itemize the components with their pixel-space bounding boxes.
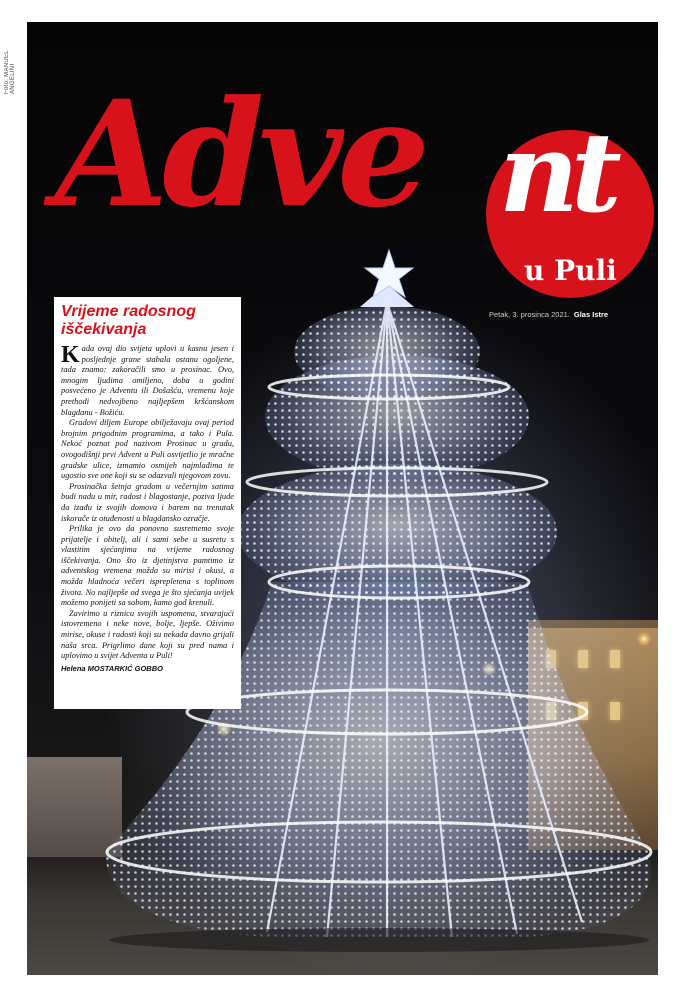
masthead-subtitle: u Puli — [524, 254, 617, 287]
article-headline: Vrijeme radosnog iščekivanja — [61, 303, 196, 338]
publication-name: Glas Istre — [573, 310, 609, 319]
article-byline: Helena MOSTARKIĆ GOBBO — [61, 663, 163, 673]
article-paragraph: Gradovi diljem Europe obilježavaju ovaj period brojnim prigodnim programima, a tako i Pula. Nekoć poznat pod nazivom Prosinac u gradu, ovogodišnji prvi Advent u Puli osvijetlio je mračne gradske ulice, izmamio osmijeh najmlađima te ugostio sve one koji su se odazvali njegovom zovu. — [61, 418, 234, 481]
article-paragraph: Zavirimo u riznicu svojih uspomena, stvarajući istovremeno i neke nove, bolje, ljepše. Oživimo mirise, okuse i radosti koji su nekada davno grijali naša srca. Prigrlimo dane koji su pred nama i uplovimo u svijet Adventa u Puli! — [61, 608, 234, 661]
article-paragraph: Prosinačka šetnja gradom u večernjim satima budi nadu u mir, radost i blagostanje, poziva ljude da izađu iz svojih domova i barem na trenutak iskorače iz otuđenosti u blagdansko ozračje. — [61, 481, 234, 523]
masthead-disc-letters: nt — [499, 108, 614, 237]
tree-base-shadow — [109, 928, 649, 952]
editorial-article — [54, 297, 241, 709]
article-paragraph: Prilika je ovo da ponovno susretnemo svoje prijatelje i obitelj, ali i sami sebe u susretu s vlastitim sjećanjima na vrijeme radosnog iščekivanja. Ono što iz djetinjstva pamtimo iz adventskog vremena možda su mirisi i okusi, a možda hladnoća večeri isprepletena s toplinom života. No najljepše od svega je što sjećanja uvijek možemo ponijeti sa sobom, kamo god krenuli. — [61, 524, 234, 608]
article-paragraph: Kada ovaj dio svijeta uplovi u kasnu jesen i posljednje grane stabala ostanu ogoljene, tada znamo: zakoračili smo u prosinac. Ovo, mnogim ljudima omiljeno, doba u godini posvećeno je Adventu ili Došašću, vremenu koje prethodi nedvojbeno najljepšem kršćanskom blagdanu - Božiću. — [61, 342, 234, 417]
issue-date: Petak, 3. prosinca 2021. — [489, 310, 570, 319]
dateline — [489, 310, 608, 319]
masthead-title: Adve — [55, 69, 425, 240]
photo-credit: Foto: MANUEL ANGELINI — [4, 50, 16, 94]
cover-page — [27, 22, 658, 975]
tree-middle-lights — [237, 464, 557, 600]
